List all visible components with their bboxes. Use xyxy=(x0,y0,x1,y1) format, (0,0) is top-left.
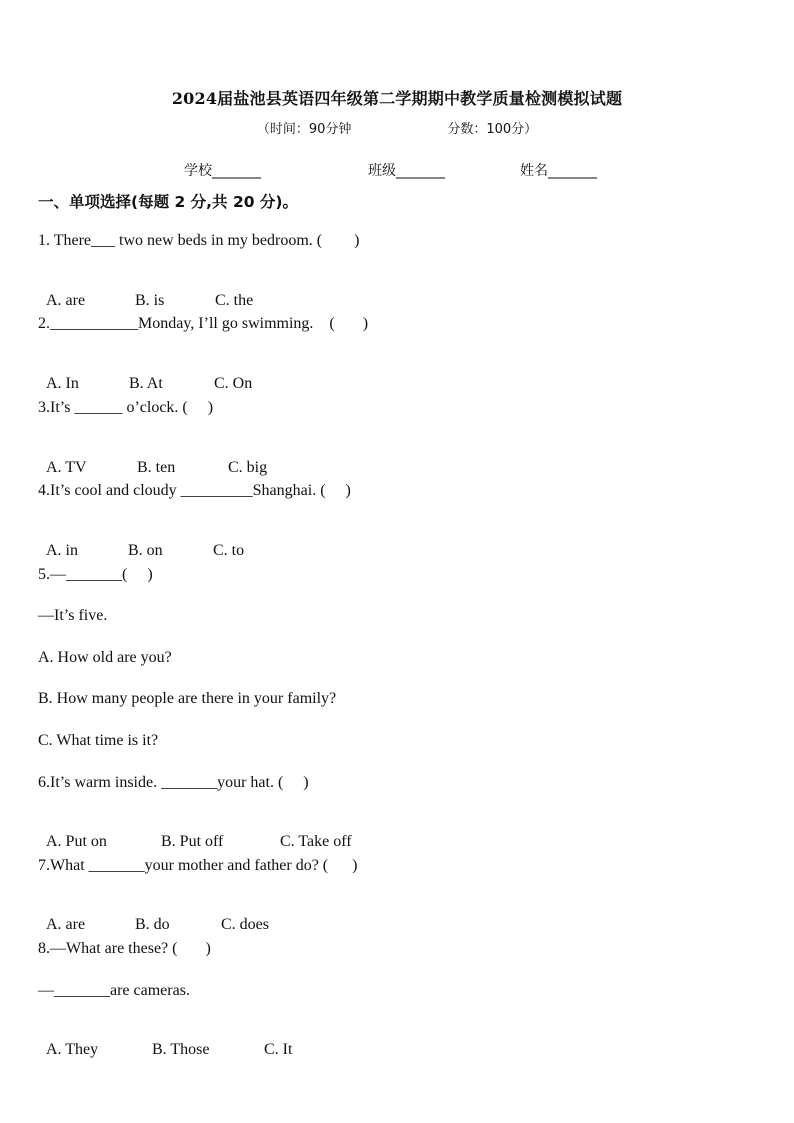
option-c: C. does xyxy=(221,916,269,933)
class-field: 班级_______ xyxy=(368,163,445,179)
option-a: A. They xyxy=(46,1041,99,1058)
name-field: 姓名_______ xyxy=(520,163,597,179)
option-a: A. Put on xyxy=(46,833,107,850)
option-b: B. ten xyxy=(137,459,176,476)
question-8-options xyxy=(38,1023,292,1059)
exam-title: 2024届盐池县英语四年级第二学期期中教学质量检测模拟试题 xyxy=(171,89,623,108)
question-8-reply: —_______are cameras. xyxy=(38,982,190,999)
school-field: 学校_______ xyxy=(184,163,261,179)
option-a: A. in xyxy=(46,542,78,559)
option-b: B. on xyxy=(128,542,163,559)
question-7-options xyxy=(38,898,269,934)
option-b: B. Those xyxy=(152,1041,210,1058)
question-2-options xyxy=(38,357,252,393)
exam-meta xyxy=(0,118,794,137)
exam-time: （时间：90分钟 xyxy=(256,122,352,137)
option-a: A. TV xyxy=(46,459,87,476)
question-5-option-a: A. How old are you? xyxy=(38,649,172,666)
option-c: C. Take off xyxy=(280,833,352,850)
question-3: 3.It’s ______ o’clock. ( ) xyxy=(38,399,214,416)
question-5-option-b: B. How many people are there in your family? xyxy=(38,690,337,707)
option-c: C. big xyxy=(228,459,268,476)
question-5-reply: —It’s five. xyxy=(38,607,108,624)
option-b: B. Put off xyxy=(161,833,224,850)
option-b: B. is xyxy=(135,292,165,309)
option-c: C. It xyxy=(264,1041,293,1058)
question-8: 8.—What are these? ( ) xyxy=(38,940,211,957)
question-6: 6.It’s warm inside. _______your hat. ( ) xyxy=(38,774,309,791)
option-a: A. are xyxy=(46,292,86,309)
exam-score: 分数：100分） xyxy=(447,122,538,137)
option-b: B. do xyxy=(135,916,170,933)
question-4: 4.It’s cool and cloudy _________Shanghai. ( ) xyxy=(38,482,351,499)
question-3-options xyxy=(38,441,267,477)
question-2: 2.___________Monday, I’ll go swimming. ( ) xyxy=(38,315,369,332)
question-7: 7.What _______your mother and father do? ( ) xyxy=(38,857,358,874)
option-a: A. are xyxy=(46,916,86,933)
question-5: 5.—_______( ) xyxy=(38,566,153,583)
section-heading: 一、单项选择(每题 2 分,共 20 分)。 xyxy=(38,193,298,211)
option-c: C. to xyxy=(213,542,245,559)
question-1-options xyxy=(38,274,253,310)
question-4-options xyxy=(38,524,244,560)
option-c: C. On xyxy=(214,375,253,392)
option-c: C. the xyxy=(215,292,254,309)
question-1: 1. There___ two new beds in my bedroom. ( ) xyxy=(38,232,360,249)
question-6-options xyxy=(38,815,352,851)
question-5-option-c: C. What time is it? xyxy=(38,732,159,749)
option-a: A. In xyxy=(46,375,79,392)
option-b: B. At xyxy=(129,375,163,392)
